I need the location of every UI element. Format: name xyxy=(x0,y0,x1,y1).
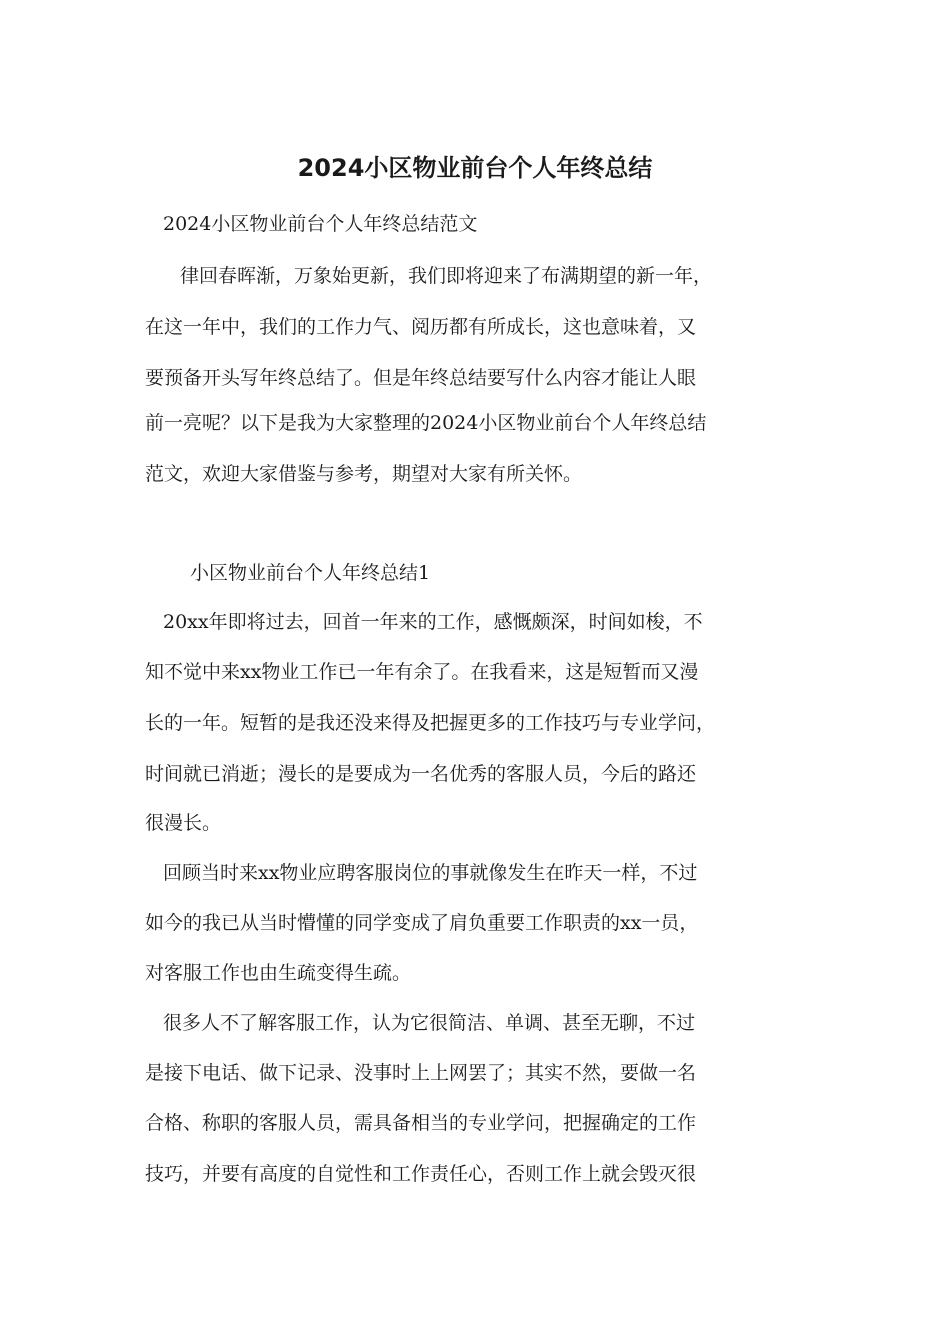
document-subtitle: 2024小区物业前台个人年终总结范文 xyxy=(163,213,478,235)
intro-line-3: 要预备开头写年终总结了。但是年终总结要写什么内容才能让人眼 xyxy=(145,367,697,389)
paragraph2-line-3: 对客服工作也由生疏变得生疏。 xyxy=(145,962,412,984)
intro-line-1: 律回春晖渐，万象始更新，我们即将迎来了布满期望的新一年， xyxy=(180,265,713,287)
intro-line-5: 范文，欢迎大家借鉴与参考，期望对大家有所关怀。 xyxy=(145,463,583,485)
paragraph3-line-4: 技巧，并要有高度的自觉性和工作责任心，否则工作上就会毁灭很 xyxy=(145,1163,697,1185)
section-heading: 小区物业前台个人年终总结1 xyxy=(190,562,431,584)
paragraph1-line-2: 知不觉中来xx物业工作已一年有余了。在我看来，这是短暂而又漫 xyxy=(145,661,699,683)
paragraph1-line-3: 长的一年。短暂的是我还没来得及把握更多的工作技巧与专业学问， xyxy=(145,712,716,734)
paragraph1-line-5: 很漫长。 xyxy=(145,812,222,834)
paragraph1-line-1: 20xx年即将过去，回首一年来的工作，感慨颇深，时间如梭，不 xyxy=(163,611,703,633)
paragraph3-line-3: 合格、称职的客服人员，需具备相当的专业学问，把握确定的工作 xyxy=(145,1112,697,1134)
intro-line-4: 前一亮呢？以下是我为大家整理的2024小区物业前台个人年终总结 xyxy=(145,412,707,434)
paragraph3-line-1: 很多人不了解客服工作，认为它很简洁、单调、甚至无聊，不过 xyxy=(163,1012,696,1034)
paragraph2-line-1: 回顾当时来xx物业应聘客服岗位的事就像发生在昨天一样，不过 xyxy=(163,862,698,884)
intro-line-2: 在这一年中，我们的工作力气、阅历都有所成长，这也意味着，又 xyxy=(145,316,697,338)
document-title: 2024小区物业前台个人年终总结 xyxy=(297,154,653,182)
paragraph3-line-2: 是接下电话、做下记录、没事时上上网罢了；其实不然，要做一名 xyxy=(145,1062,697,1084)
paragraph2-line-2: 如今的我已从当时懵懂的同学变成了肩负重要工作职责的xx一员， xyxy=(145,912,699,934)
paragraph1-line-4: 时间就已消逝；漫长的是要成为一名优秀的客服人员，今后的路还 xyxy=(145,763,697,785)
